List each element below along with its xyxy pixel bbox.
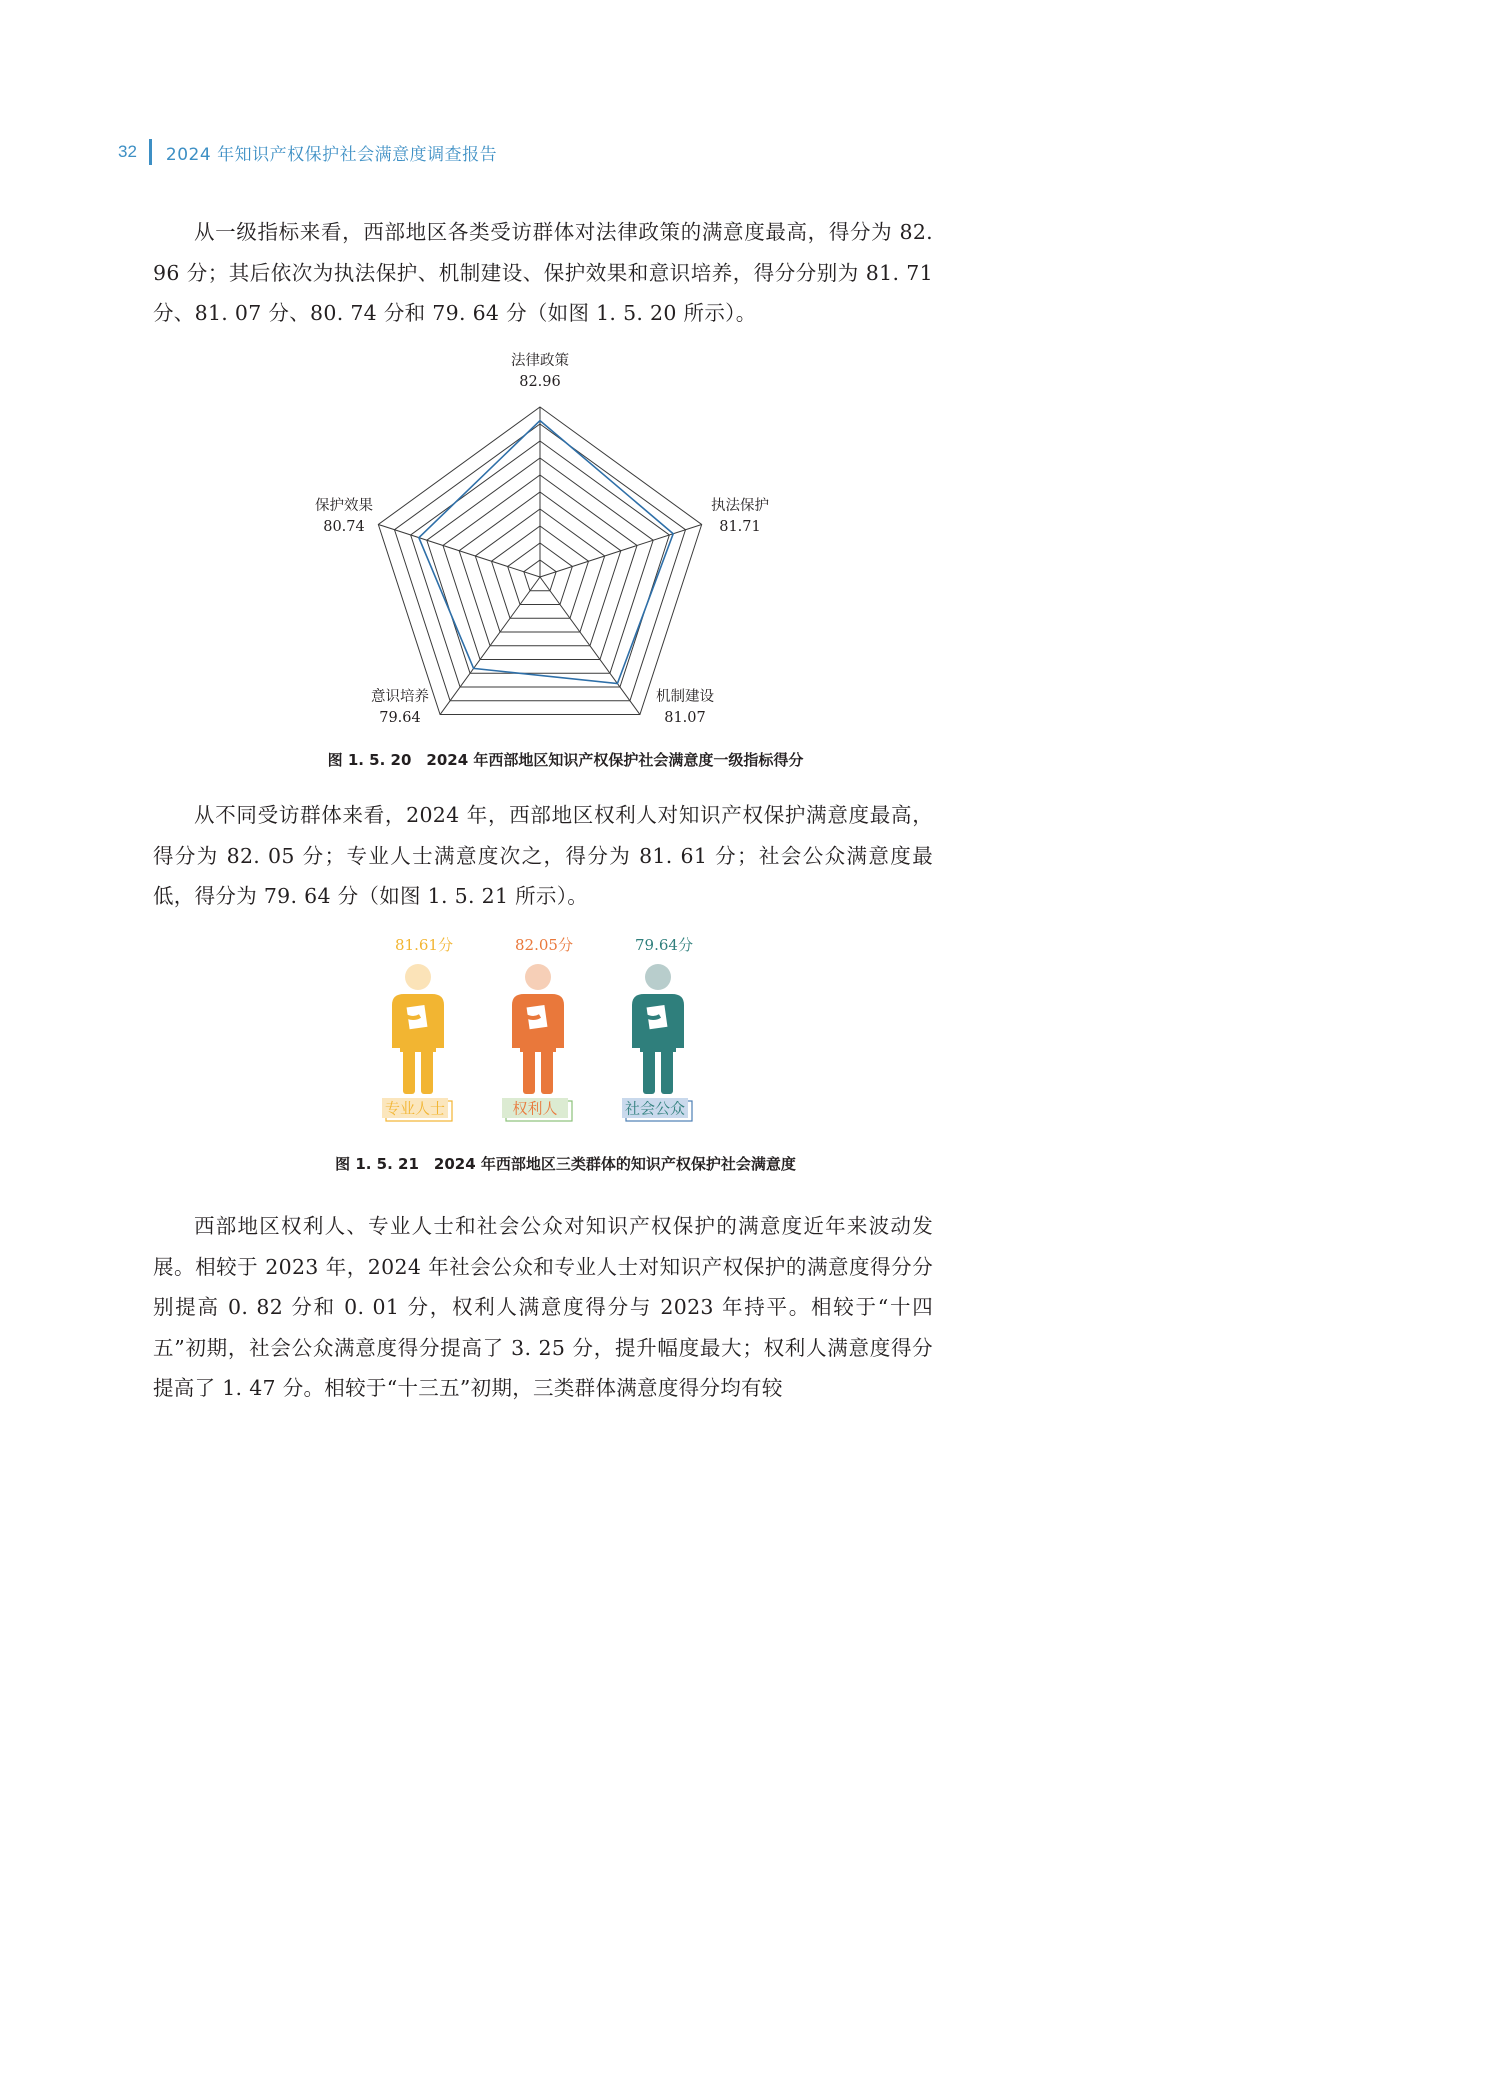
person-head <box>405 964 431 990</box>
paragraph-2: 从不同受访群体来看，2024 年，西部地区权利人对知识产权保护满意度最高，得分为 82. 05 分；专业人士满意度次之，得分为 81. 61 分；社会公众满意度最低，得分为 79. 64 分（如图 1. 5. 21 所示）。 <box>153 803 933 908</box>
person-leg <box>523 1048 535 1094</box>
person-figure <box>512 964 564 1094</box>
radar-axis-label: 执法保护 <box>711 498 769 514</box>
person-figure <box>632 964 684 1094</box>
person-head <box>525 964 551 990</box>
group-label: 权利人 <box>512 1099 558 1118</box>
radar-value-label: 79.64 <box>379 710 421 726</box>
radar-value-label: 81.07 <box>664 710 706 726</box>
person-leg <box>643 1048 655 1094</box>
paragraph-1: 从一级指标来看，西部地区各类受访群体对法律政策的满意度最高，得分为 82. 96 分；其后依次为执法保护、机制建设、保护效果和意识培养，得分分别为 81. 71 分、81. 07 分、80. 74 分和 79. 64 分（如图 1. 5. 20 所示）。 <box>153 220 933 325</box>
pictogram-chart-svg <box>360 930 760 1130</box>
person-leg <box>403 1048 415 1094</box>
radar-spoke <box>378 524 540 577</box>
running-title: 2024 年知识产权保护社会满意度调查报告 <box>165 144 498 165</box>
header-divider <box>149 139 152 165</box>
figure-caption-2: 图 1. 5. 21 2024 年西部地区三类群体的知识产权保护社会满意度 <box>335 1155 796 1173</box>
pictogram-value-label: 79.64分 <box>635 936 693 954</box>
radar-axis-label: 保护效果 <box>315 498 373 514</box>
radar-value-label: 80.74 <box>323 519 365 535</box>
figure-caption-1: 图 1. 5. 20 2024 年西部地区知识产权保护社会满意度一级指标得分 <box>327 751 804 769</box>
radar-axis-label: 机制建设 <box>656 689 714 705</box>
radar-axis-label: 法律政策 <box>511 353 569 369</box>
pictogram-chart <box>360 930 760 1130</box>
person-leg <box>661 1048 673 1094</box>
radar-spoke <box>540 524 702 577</box>
person-head <box>645 964 671 990</box>
radar-chart <box>260 345 820 735</box>
radar-chart-svg <box>260 345 820 735</box>
person-leg <box>541 1048 553 1094</box>
person-leg <box>421 1048 433 1094</box>
group-label: 社会公众 <box>624 1099 686 1118</box>
paragraph-3: 西部地区权利人、专业人士和社会公众对知识产权保护的满意度近年来波动发展。相较于 2023 年，2024 年社会公众和专业人士对知识产权保护的满意度得分分别提高 0. 82 分和 0. 01 分，权利人满意度得分与 2023 年持平。相较于“十四五”初期，社会公众满意度得分提高了 3. 25 分，提升幅度最大；权利人满意度得分提高了 1. 47 分。相较于“十三五”初期，三类群体满意度得分均有较 <box>153 1214 933 1400</box>
page-number: 32 <box>118 142 137 161</box>
person-figure <box>392 964 444 1094</box>
pictogram-value-label: 82.05分 <box>515 936 573 954</box>
radar-axis-label: 意识培养 <box>371 689 429 705</box>
page-header <box>118 138 497 166</box>
radar-value-label: 82.96 <box>519 374 561 390</box>
radar-value-label: 81.71 <box>719 519 761 535</box>
pictogram-value-label: 81.61分 <box>395 936 453 954</box>
group-label: 专业人士 <box>384 1099 446 1118</box>
